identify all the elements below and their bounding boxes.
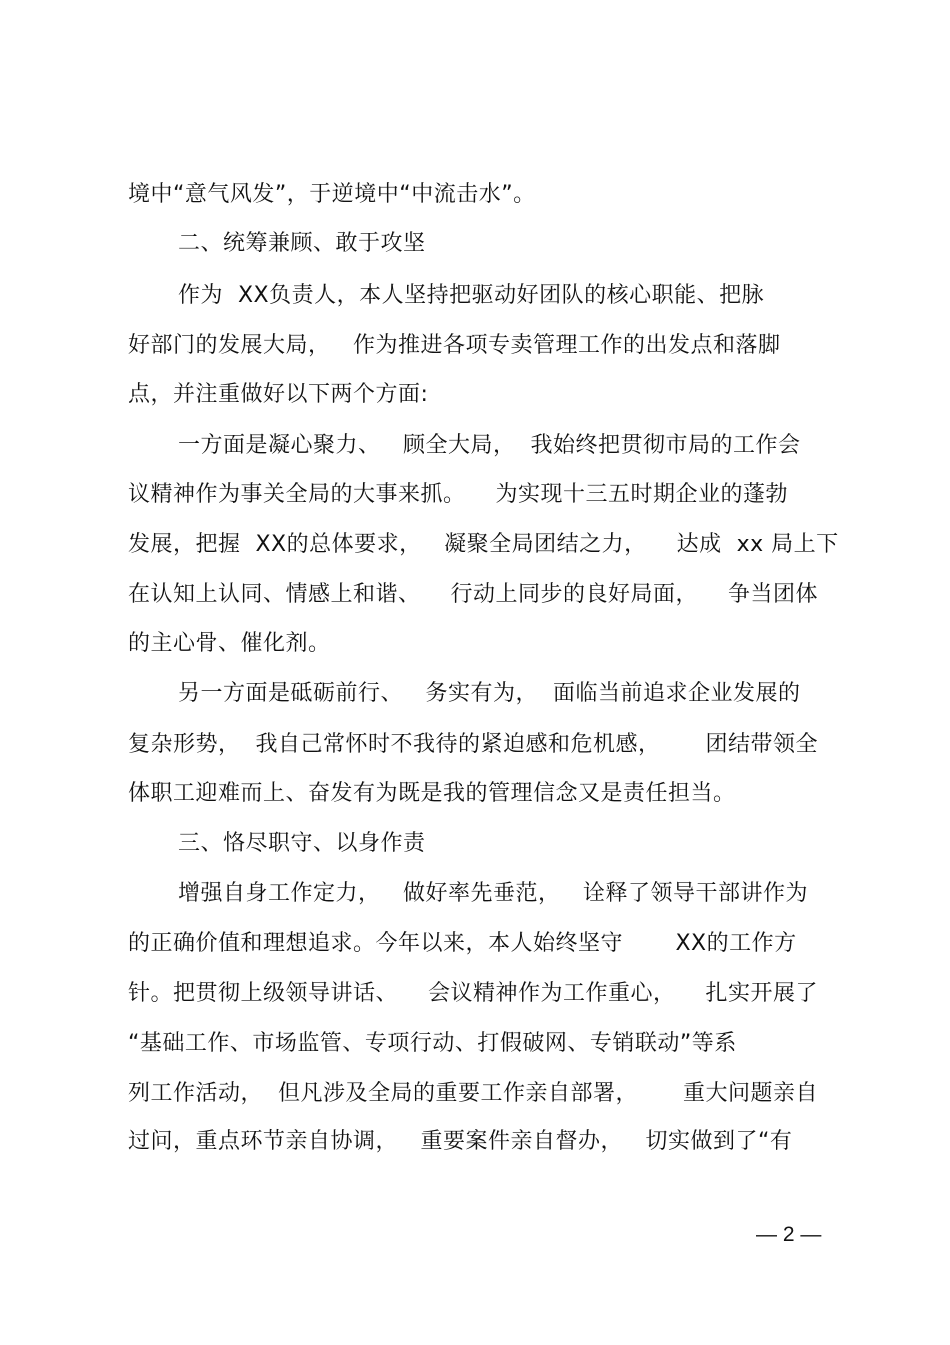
- text-line: 发展，把握 XX的总体要求， 凝聚全局团结之力， 达成 xx 局上下: [128, 532, 839, 557]
- text-line: 增强自身工作定力， 做好率先垂范， 诠释了领导干部讲作为: [178, 881, 808, 906]
- text-line: 列工作活动， 但凡涉及全局的重要工作亲自部署， 重大问题亲自: [128, 1081, 818, 1106]
- text-line: 针。把贯彻上级领导讲话、 会议精神作为工作重心， 扎实开展了: [128, 981, 818, 1006]
- text-line: 的主心骨、催化剂。: [128, 631, 331, 656]
- text-line: 体职工迎难而上、奋发有为既是我的管理信念又是责任担当。: [128, 781, 736, 806]
- text-line: 复杂形势， 我自己常怀时不我待的紧迫感和危机感， 团结带领全: [128, 732, 818, 757]
- text-line: 在认知上认同、情感上和谐、 行动上同步的良好局面， 争当团体: [128, 582, 818, 607]
- text-line: 好部门的发展大局， 作为推进各项专卖管理工作的出发点和落脚: [128, 333, 781, 358]
- text-line: 另一方面是砥砺前行、 务实有为， 面临当前追求企业发展的: [178, 681, 801, 706]
- text-line: 作为 XX负责人，本人坚持把驱动好团队的核心职能、把脉: [178, 283, 765, 308]
- text-line: 议精神作为事关全局的大事来抓。 为实现十三五时期企业的蓬勃: [128, 482, 788, 507]
- section-heading: 二、统筹兼顾、敢于攻坚: [178, 231, 426, 256]
- text-line: 境中“意气风发”，于逆境中“中流击水”。: [128, 182, 536, 207]
- text-line: 一方面是凝心聚力、 顾全大局， 我始终把贯彻市局的工作会: [178, 433, 801, 458]
- text-line: “基础工作、市场监管、专项行动、打假破网、专销联动”等系: [128, 1031, 737, 1056]
- text-line: 的正确价值和理想追求。今年以来，本人始终坚守 XX的工作方: [128, 931, 797, 956]
- section-heading: 三、恪尽职守、以身作责: [178, 831, 426, 856]
- text-line: 点，并注重做好以下两个方面:: [128, 382, 429, 407]
- text-line: 过问，重点环节亲自协调， 重要案件亲自督办， 切实做到了“有: [128, 1129, 793, 1154]
- page-number: — 2 —: [756, 1223, 822, 1246]
